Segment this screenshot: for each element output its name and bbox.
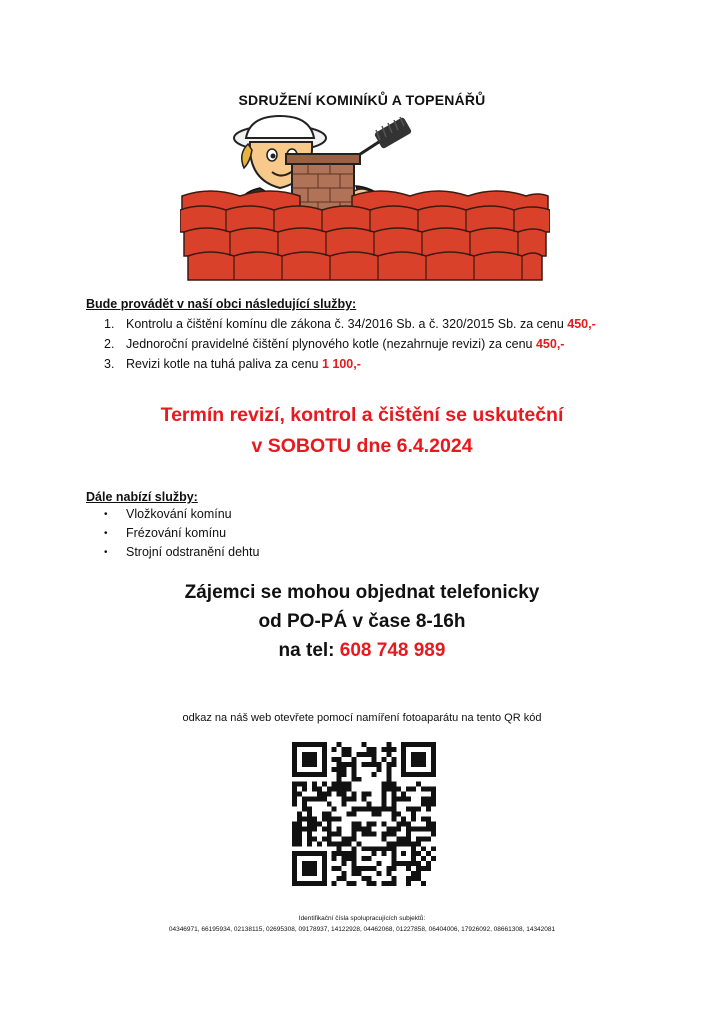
list-item [104, 334, 596, 354]
service-text: Jednoroční pravidelné čištění plynového kotle (nezahrnuje revizi) za cenu [126, 337, 536, 351]
list-number: 1. [104, 317, 115, 331]
term-line-1: Termín revizí, kontrol a čištění se uskuteční [160, 404, 564, 426]
service-price: 450,- [535, 337, 565, 351]
more-service-text: Vložkování komínu [126, 507, 232, 521]
ids-list: 04346971, 66195934, 02138115, 02695308, 09178937, 14122928, 04462068, 01227858, 06404006, 17926092, 08661308, 14342081 [168, 926, 556, 933]
contact-line-1: Zájemci se mohou objednat telefonicky [184, 582, 540, 603]
contact-line-2: od PO-PÁ v čase 8-16h [258, 611, 466, 632]
service-text: Kontrolu a čištění komínu dle zákona č. 34/2016 Sb. a č. 320/2015 Sb. za cenu [126, 317, 568, 331]
more-service-text: Strojní odstranění dehtu [126, 545, 260, 559]
list-item [104, 354, 596, 374]
phone-prefix: na tel: [278, 640, 340, 661]
list-number: 2. [104, 337, 115, 351]
services-list [104, 314, 596, 374]
roof-tiles-icon [180, 191, 550, 280]
qr-code[interactable] [292, 742, 436, 886]
qr-caption: odkaz na náš web otevřete pomocí namíření fotoaparátu na tento QR kód [182, 712, 542, 724]
list-item [104, 524, 259, 543]
more-service-text: Frézování komínu [126, 526, 227, 540]
more-services-title: Dále nabízí služby: [86, 490, 198, 504]
list-item [104, 505, 259, 524]
list-item [104, 314, 596, 334]
contact-phone-line [0, 636, 724, 665]
term-line-2: v SOBOTU dne 6.4.2024 [251, 435, 473, 457]
page-title: SDRUŽENÍ KOMINÍKŮ A TOPENÁŘŮ [238, 92, 486, 108]
bullet-icon: • [104, 547, 108, 558]
phone-number[interactable]: 608 748 989 [339, 640, 446, 661]
list-item [104, 543, 259, 562]
services-title: Bude provádět v naší obci následující služby: [86, 297, 357, 311]
bullet-icon: • [104, 528, 108, 539]
service-price: 450,- [567, 317, 596, 331]
service-text: Revizi kotle na tuhá paliva za cenu [126, 357, 322, 371]
list-number: 3. [104, 357, 115, 371]
more-services-list [104, 505, 259, 562]
contact-block [0, 578, 724, 665]
ids-title: Identifikační čísla spolupracujících subjektů: [298, 915, 426, 922]
service-price: 1 100,- [321, 357, 361, 371]
bullet-icon: • [104, 509, 108, 520]
appointment-date-block [0, 400, 724, 462]
chimney-sweep-illustration [180, 110, 550, 290]
